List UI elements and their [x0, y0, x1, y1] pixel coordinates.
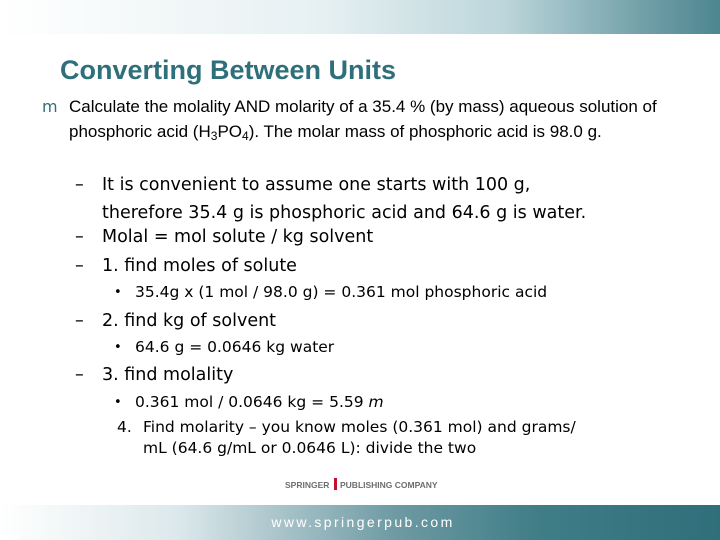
logo-publishing-text: PUBLISHING COMPANY [340, 480, 438, 490]
item-text: 1. find moles of solute [102, 256, 297, 276]
item-text: 3. find molality [102, 365, 234, 385]
dash-marker: – [75, 365, 84, 385]
molal-unit: m [368, 393, 384, 411]
logo-divider-bar [334, 478, 337, 490]
bullet-icon: m [42, 97, 58, 116]
item-text: 35.4g x (1 mol / 98.0 g) = 0.361 mol phosphoric acid [135, 283, 548, 301]
dot-marker: • [114, 285, 122, 300]
item-text-line2: therefore 35.4 g is phosphoric acid and 64.6 g is water. [102, 203, 587, 223]
dash-marker: – [75, 256, 84, 276]
logo-springer-text: SPRINGER [285, 480, 330, 490]
item-text-line2: mL (64.6 g/mL or 0.0646 L): divide the two [143, 439, 477, 457]
item-text-line1: Find molarity – you know moles (0.361 mol) and grams/ [143, 418, 576, 436]
calc-text: 0.361 mol / 0.0646 kg = 5.59 [135, 393, 369, 411]
number-marker: 4. [117, 418, 132, 436]
slide-title: Converting Between Units [60, 55, 397, 85]
item-text: Molal = mol solute / kg solvent [102, 227, 374, 247]
dot-marker: • [114, 395, 122, 410]
footer-url: www.springerpub.com [271, 514, 455, 530]
problem-text-part2: PO [217, 121, 242, 141]
problem-statement [69, 95, 679, 144]
dash-marker: – [75, 175, 84, 195]
item-text-line1: It is convenient to assume one starts with 100 g, [102, 175, 531, 195]
problem-text-part1: Calculate the molality AND molarity of a 35.4 % (by mass) aqueous solution of phosphoric acid (H [69, 97, 657, 141]
subscript-3: 3 [210, 128, 218, 143]
header-gradient-band [0, 0, 720, 34]
item-text [135, 392, 384, 413]
dash-marker: – [75, 311, 84, 331]
dot-marker: • [114, 340, 122, 355]
dash-marker: – [75, 227, 84, 247]
springer-publishing-logo [285, 475, 445, 495]
subscript-4: 4 [242, 128, 249, 143]
item-text: 64.6 g = 0.0646 kg water [135, 338, 335, 356]
problem-text-part3: ). The molar mass of phosphoric acid is 98.0 g. [248, 121, 602, 141]
item-text: 2. find kg of solvent [102, 311, 277, 331]
